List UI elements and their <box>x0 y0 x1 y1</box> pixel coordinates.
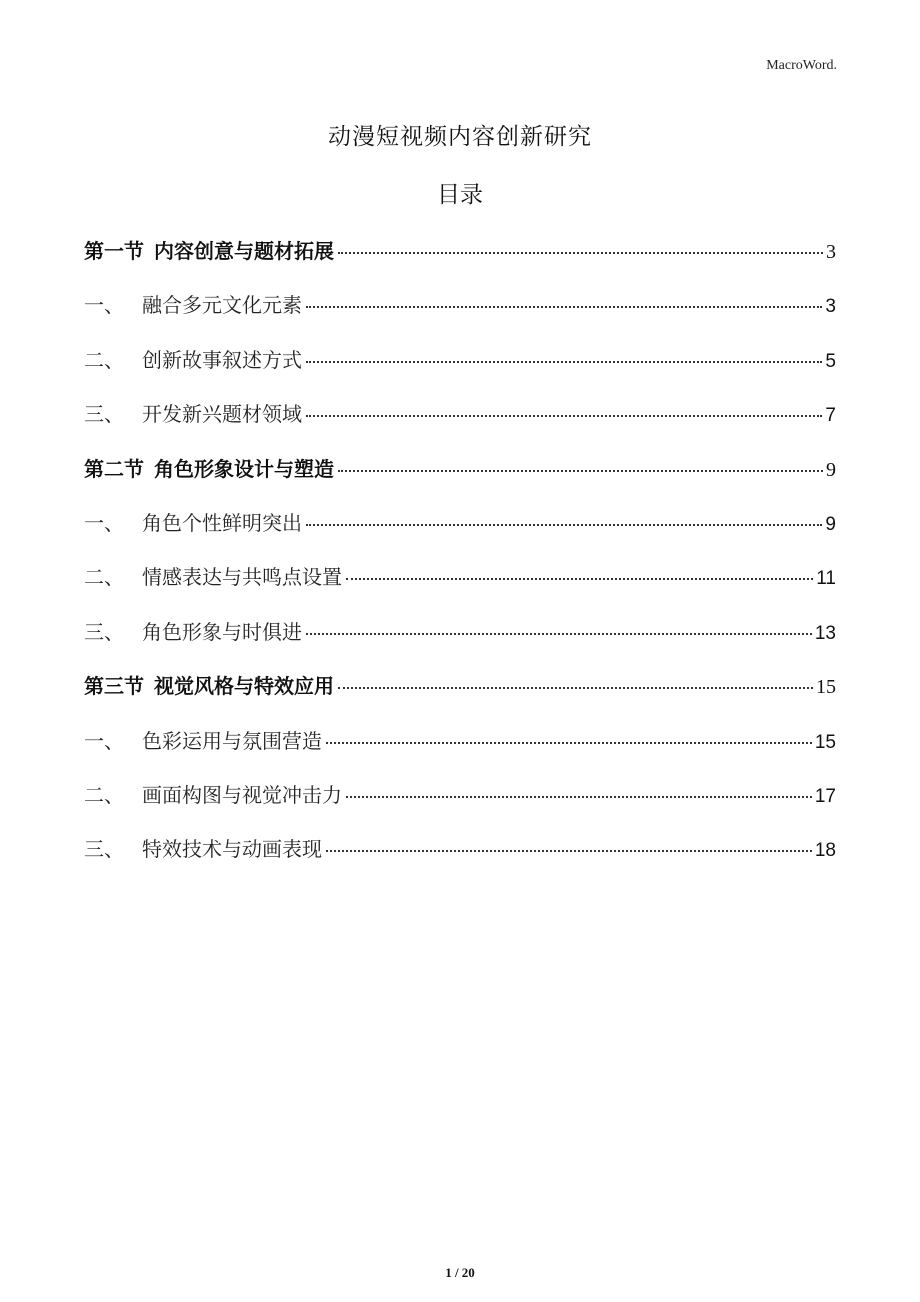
dot-leader <box>326 849 812 852</box>
toc-entry-page: 18 <box>814 840 836 862</box>
toc-heading: 目录 <box>437 182 483 208</box>
toc-entry-page: 13 <box>814 622 836 644</box>
dot-leader <box>346 795 812 798</box>
toc-entry-number: 二、 <box>84 565 124 590</box>
toc-entry[interactable] <box>84 614 836 668</box>
toc-entry-number: 三、 <box>84 619 124 644</box>
toc-entry-page: 17 <box>814 785 836 807</box>
toc-entry-number: 二、 <box>84 347 124 372</box>
dot-leader <box>338 469 823 472</box>
toc-entry-page: 7 <box>825 405 836 427</box>
toc-entry-text: 色彩运用与氛围营造 <box>142 728 322 753</box>
toc-entry[interactable] <box>84 831 836 885</box>
toc-entry-page: 3 <box>826 241 836 263</box>
table-of-contents <box>84 233 836 886</box>
dot-leader <box>306 523 822 526</box>
toc-entry-text: 角色形象与时俱进 <box>142 619 302 644</box>
toc-entry-number: 一、 <box>84 293 124 318</box>
toc-entry[interactable] <box>84 342 836 396</box>
toc-entry-number: 二、 <box>84 782 124 807</box>
toc-entry[interactable] <box>84 668 836 722</box>
dot-leader <box>306 305 822 308</box>
toc-entry[interactable] <box>84 287 836 341</box>
toc-entry[interactable] <box>84 233 836 287</box>
toc-entry-text: 创新故事叙述方式 <box>142 347 302 372</box>
dot-leader <box>306 360 822 363</box>
toc-entry-page: 15 <box>816 676 836 699</box>
toc-entry-text: 角色个性鲜明突出 <box>142 510 302 535</box>
dot-leader <box>338 686 813 689</box>
toc-entry-number: 第一节 <box>84 239 144 263</box>
document-title: 动漫短视频内容创新研究 <box>328 124 592 150</box>
toc-entry-number: 第三节 <box>84 674 144 699</box>
dot-leader <box>338 251 823 254</box>
toc-entry-number: 三、 <box>84 402 124 427</box>
toc-entry-page: 3 <box>825 296 836 318</box>
toc-entry-text: 画面构图与视觉冲击力 <box>142 782 342 807</box>
toc-entry[interactable] <box>84 451 836 505</box>
toc-entry-text: 开发新兴题材领域 <box>142 402 302 427</box>
toc-entry-number: 一、 <box>84 510 124 535</box>
dot-leader <box>326 741 812 744</box>
toc-entry-page: 15 <box>814 731 836 753</box>
toc-entry-text: 视觉风格与特效应用 <box>154 674 334 699</box>
toc-entry[interactable] <box>84 505 836 559</box>
toc-entry-number: 三、 <box>84 837 124 862</box>
toc-entry-page: 9 <box>826 458 836 481</box>
toc-entry-text: 情感表达与共鸣点设置 <box>142 565 342 590</box>
toc-entry-page: 11 <box>816 568 836 590</box>
header-brand: MacroWord. <box>766 58 837 73</box>
toc-entry-text: 角色形象设计与塑造 <box>154 456 334 481</box>
dot-leader <box>346 577 813 580</box>
toc-entry-page: 5 <box>825 350 836 372</box>
toc-entry[interactable] <box>84 559 836 613</box>
toc-entry[interactable] <box>84 777 836 831</box>
toc-entry-number: 第二节 <box>84 456 144 481</box>
toc-entry-text: 融合多元文化元素 <box>142 293 302 318</box>
toc-entry[interactable] <box>84 723 836 777</box>
toc-entry-text: 特效技术与动画表现 <box>142 837 322 862</box>
page-indicator: 1 / 20 <box>445 1265 475 1280</box>
toc-entry-page: 9 <box>825 513 836 535</box>
toc-entry[interactable] <box>84 396 836 450</box>
toc-entry-text: 内容创意与题材拓展 <box>154 239 334 263</box>
toc-entry-number: 一、 <box>84 728 124 753</box>
dot-leader <box>306 632 812 635</box>
dot-leader <box>306 414 822 417</box>
